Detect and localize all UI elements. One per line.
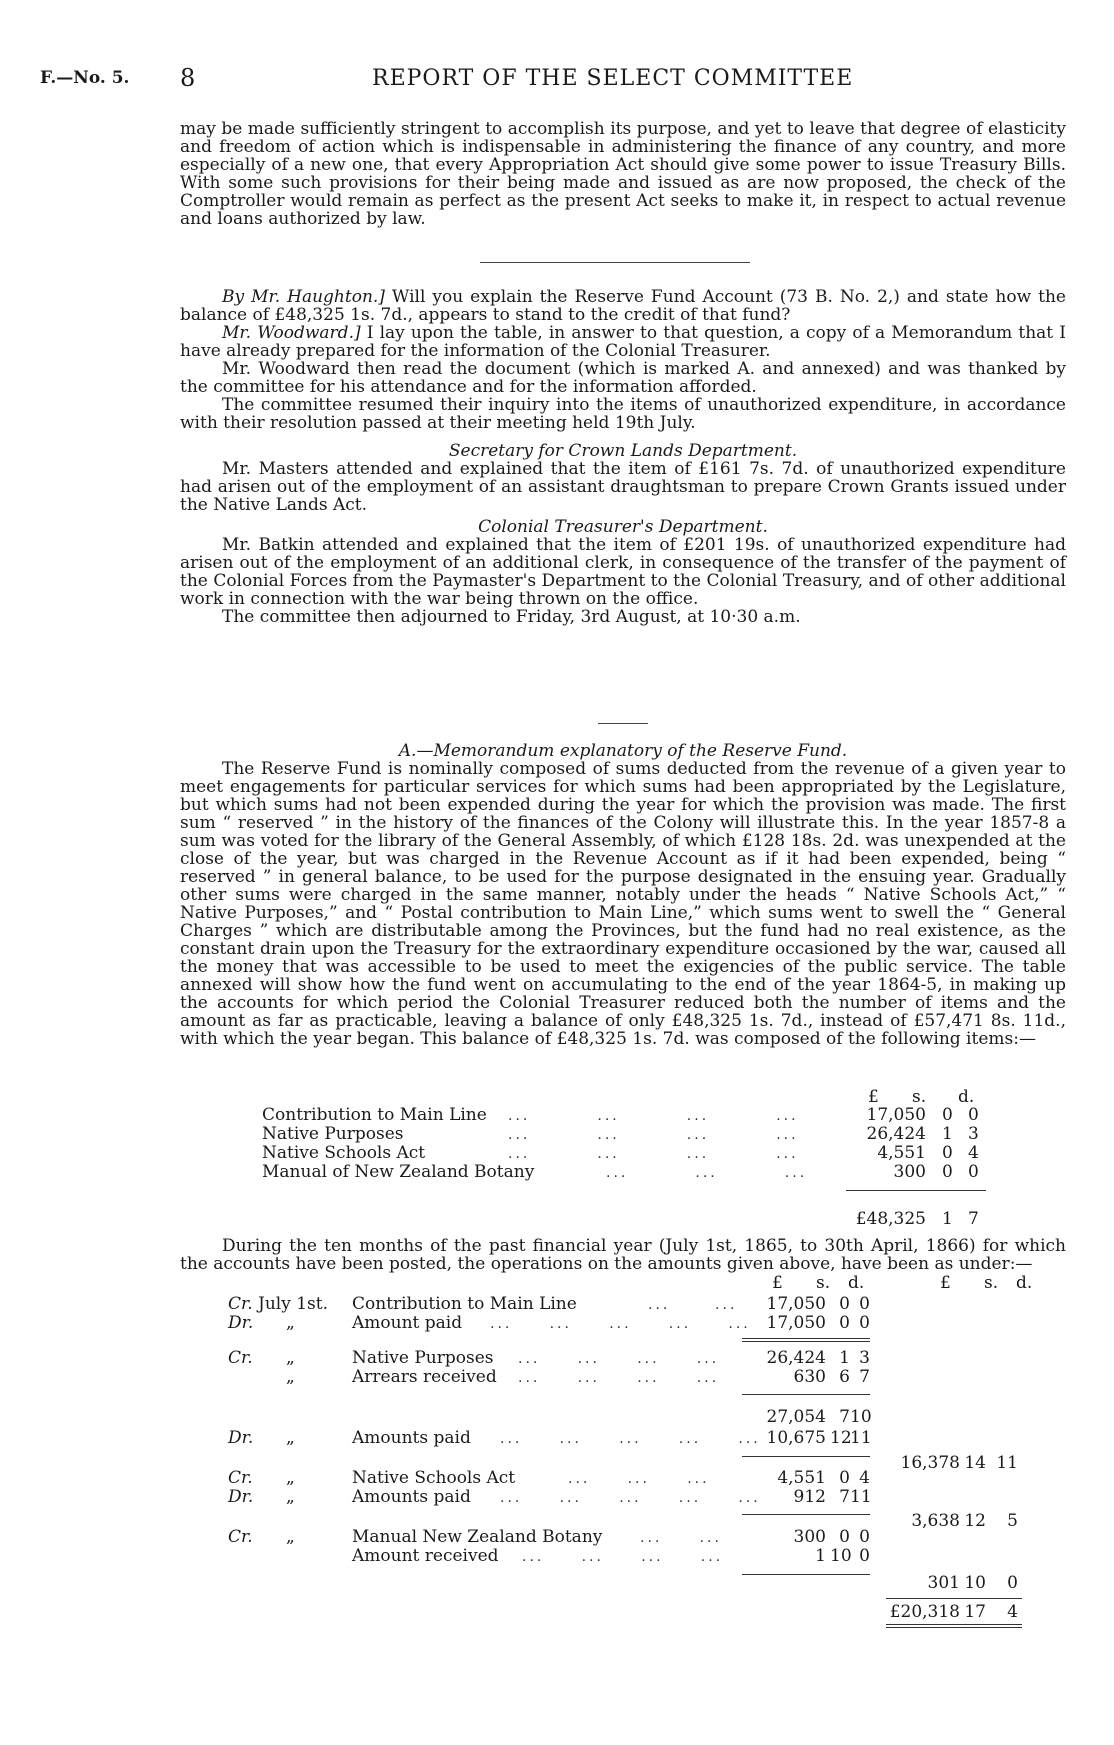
memorandum-heading: A.—Memorandum explanatory of the Reserve Fund. (398, 741, 848, 761)
question-haughton: By Mr. Haughton.] Will you explain the Reserve Fund Account (73 B. No. 2,) and state how the balance of £48,325 1s. 7d., appears to stand to the credit of that fund? (180, 287, 1066, 325)
during-paragraph: During the ten months of the past financial year (July 1st, 1865, to 30th April, 1866) for which the accounts have been posted, the operations on the amounts given above, have been as under:— (180, 1236, 1066, 1274)
page-header (0, 64, 1114, 94)
page-title: REPORT OF THE SELECT COMMITTEE (372, 66, 854, 91)
short-divider (598, 723, 648, 724)
section-divider (480, 262, 750, 263)
heading-crown-lands: Secretary for Crown Lands Department. (448, 441, 798, 461)
paragraph-adjourned: The committee then adjourned to Friday, 3rd August, at 10·30 a.m. (222, 607, 801, 627)
paragraph-resumed: The committee resumed their inquiry into the items of unauthorized expenditure, in accordance with their resolution passed at their meeting held 19th July. (180, 395, 1066, 433)
paragraph-batkin: Mr. Batkin attended and explained that the item of £201 19s. of unauthorized expenditure had arisen out of the employment of an additional clerk, in consequence of the transfer of the payment of the Colonial Forces from the Paymaster's Department to the Colonial Treasury, and of other additional work in connection with the war being thrown on the office. (180, 535, 1066, 609)
answer-woodward: Mr. Woodward.] I lay upon the table, in answer to that question, a copy of a Memorandum that I have already prepared for the information of the Colonial Treasurer. (180, 323, 1066, 361)
memorandum-section (180, 742, 1066, 1048)
paper-reference: F.—No. 5. (40, 68, 130, 88)
heading-colonial-treasurer: Colonial Treasurer's Department. (478, 517, 768, 537)
page-number: 8 (180, 64, 196, 92)
document-page: F.—No. 5. 8 REPORT OF THE SELECT COMMITTEE may be made sufficiently stringent to accomplish its purpose, and yet to leave that degree of elasticity and freedom of action which is indispensable in administering the finance of any country, and more especially of a new one, that every Appropriation Act should give some power to issue Treasury Bills. With some such provisions for their being made and issued as are now proposed, the check of the Comptroller would remain as perfect as the present Act seeks to make it, in respect to actual revenue and loans authorized by law. By Mr. Haughton.] Will you explain the Reserve Fund Account (73 B. No. 2,) and state how the balance of £48,325 1s. 7d., appears to stand to the credit of that fund? Mr. Woodward.] I lay upon the table, in answer to that question, a copy of a Memorandum that I have already prepared for the information of the Colonial Treasurer. Mr. Woodward then read the document (which is marked A. and annexed) and was thanked by the committee for his attendance and for the information afforded. The committee resumed their inquiry into the items of unauthorized expenditure, in accordance with their resolution passed at their meeting held 19th July. Secretary for Crown Lands Department. Mr. Masters attended and explained that the item of £161 7s. 7d. of unauthorized expenditure had arisen out of the employment of an assistant draughtsman to prepare Crown Grants issued under the Native Lands Act. Colonial Treasurer's Department. Mr. Batkin attended and explained that the item of £201 19s. of unauthorized expenditure had arisen out of the employment of an additional clerk, in consequence of the transfer of the payment of the Colonial Forces from the Paymaster's Department to the Colonial Treasury, and of other additional work in connection with the war being thrown on the office. The committee then adjourned to Friday, 3rd August, at 10·30 a.m. A.—Memorandum explanatory of the Reserve Fund. The Reserve Fund is nominally composed of sums deducted from the revenue of a given year to meet engagements for particular services for which sums had been appropriated by the Legislature, but which sums had not been expended during the year for which the provision was made. The first sum “ reserved ” in the history of the finances of the Colony will illustrate this. In the year 1857-8 a sum was voted for the library of the General Assembly, of which £128 18s. 2d. was unexpended at the close of the year, but was charged in the Revenue Account as if it had been expended, being “ reserved ” in general balance, to be used for the purpose designated in the ensuing year. Gradually other sums were charged in the same manner, notably under the heads “ Native Schools Act,” “ Native Purposes,” and “ Postal contribution to Main Line,” which sums went to swell the “ General Charges ” which are distributable among the Provinces, but the fund had no real existence, as the constant drain upon the Treasury for the extraordinary expenditure occasioned by the war, caused all the money that was accessible to be used to meet the exigencies of the public service. The table annexed will show how the fund went on accumulating to the end of the year 1864-5, in making up the accounts for which period the Colonial Treasurer reduced both the number of items and the amount as far as practicable, leaving a balance of only £48,325 1s. 7d., instead of £57,471 8s. 11d., with which the year began. This balance of £48,325 1s. 7d. was composed of the following items:— £ s. d. Contribution to Main Line ... ... ... ... 17,050 0 0 Native Purposes ... ... ... ... 26,424 1 3 Native Schools Act ... ... ... ... 4,551 0 4 Manual of New Zealand Botany ... ... ... 300 0 0 £48,325 1 7 During the ten months of the past financial year (July 1st, 1865, to 30th April, 1866) for which the accounts have been posted, the operations on the amounts given above, have been as under:— £ s. d. £ s. d. Cr. July 1st. Contribution to Main Line ... ... 17,050 0 0 Dr. „ Amount paid ... ... ... ... ... 17,050 0 0 Cr. „ Native Purposes ... ... ... ... 26,424 1 3 „ Arrears received ... ... ... ... 630 6 7 27,054 7 10 Dr. „ Amounts paid ... ... ... ... ... 10,675 12 11 16,378 14 11 Cr. „ Native Schools Act ... ... ... 4,551 0 4 Dr. „ Amounts paid ... ... ... ... ... 912 7 11 3,638 12 5 Cr. „ Manual New Zealand Botany ... ... 300 0 0 Amount received ... ... ... ... 1 10 0 301 10 0 £20,318 17 4 (0, 0, 1114, 1745)
memorandum-paragraph: The Reserve Fund is nominally composed of sums deducted from the revenue of a given year to meet engagements for particular services for which sums had been appropriated by the Legislature, but which sums had not been expended during the year for which the provision was made. The first sum “ reserved ” in the history of the finances of the Colony will illustrate this. In the year 1857-8 a sum was voted for the library of the General Assembly, of which £128 18s. 2d. was unexpended at the close of the year, but was charged in the Revenue Account as if it had been expended, being “ reserved ” in general balance, to be used for the purpose designated in the ensuing year. Gradually other sums were charged in the same manner, notably under the heads “ Native Schools Act,” “ Native Purposes,” and “ Postal contribution to Main Line,” which sums went to swell the “ General Charges ” which are distributable among the Provinces, but the fund had no real existence, as the constant drain upon the Treasury for the extraordinary expenditure occasioned by the war, caused all the money that was accessible to be used to meet the exigencies of the public service. The table annexed will show how the fund went on accumulating to the end of the year 1864-5, in making up the accounts for which period the Colonial Treasurer reduced both the number of items and the amount as far as practicable, leaving a balance of only £48,325 1s. 7d., instead of £57,471 8s. 11d., with which the year began. This balance of £48,325 1s. 7d. was composed of the following items:— (180, 759, 1066, 1049)
paragraph-masters: Mr. Masters attended and explained that the item of £161 7s. 7d. of unauthorized expenditure had arisen out of the employment of an assistant draughtsman to prepare Crown Grants issued under the Native Lands Act. (180, 459, 1066, 515)
intro-paragraph: may be made sufficiently stringent to accomplish its purpose, and yet to leave that degree of elasticity and freedom of action which is indispensable in administering the finance of any country, and more especially of a new one, that every Appropriation Act should give some power to issue Treasury Bills. With some such provisions for their being made and issued as are now proposed, the check of the Comptroller would remain as perfect as the present Act seeks to make it, in respect to actual revenue and loans authorized by law. (180, 119, 1066, 229)
minutes-section (180, 288, 1066, 626)
paragraph-read: Mr. Woodward then read the document (which is marked A. and annexed) and was thanked by the committee for his attendance and for the information afforded. (180, 359, 1066, 397)
